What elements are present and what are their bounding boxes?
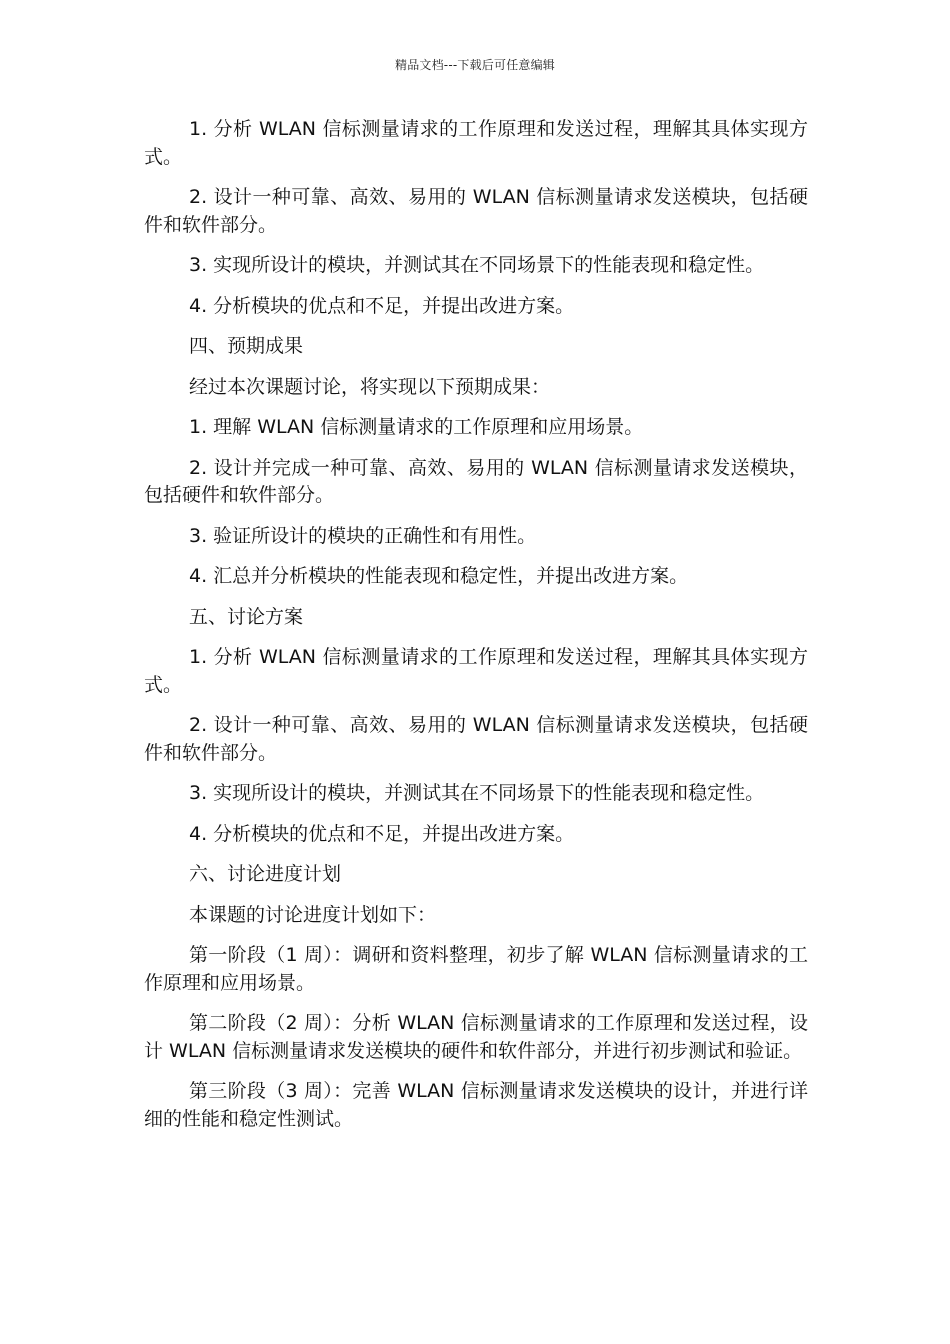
paragraph-phase-1: 第一阶段（1 周）：调研和资料整理，初步了解 WLAN 信标测量请求的工作原理和应用场景。 (144, 944, 808, 994)
section-heading-discussion-plan: 五、讨论方案 (189, 605, 304, 628)
section-heading-schedule: 六、讨论进度计划 (189, 863, 342, 885)
document-body (144, 116, 808, 1146)
paragraph-plan-1: 1. 分析 WLAN 信标测量请求的工作原理和发送过程，理解其具体实现方式。 (144, 646, 808, 696)
paragraph-result-3: 3. 验证所设计的模块的正确性和有用性。 (189, 524, 537, 547)
paragraph-results-intro: 经过本次课题讨论，将实现以下预期成果： (189, 375, 551, 398)
paragraph-plan-3: 3. 实现所设计的模块，并测试其在不同场景下的性能表现和稳定性。 (189, 782, 765, 804)
paragraph-goal-3: 3. 实现所设计的模块，并测试其在不同场景下的性能表现和稳定性。 (189, 254, 765, 276)
paragraph-goal-1: 1. 分析 WLAN 信标测量请求的工作原理和发送过程，理解其具体实现方式。 (144, 118, 808, 168)
page-header: 精品文档---下载后可任意编辑 (395, 58, 555, 72)
paragraph-schedule-intro: 本课题的讨论进度计划如下： (189, 903, 437, 926)
paragraph-goal-2: 2. 设计一种可靠、高效、易用的 WLAN 信标测量请求发送模块，包括硬件和软件部分。 (144, 186, 808, 236)
section-heading-expected-results: 四、预期成果 (189, 335, 304, 357)
paragraph-phase-2: 第二阶段（2 周）：分析 WLAN 信标测量请求的工作原理和发送过程，设计 WLAN 信标测量请求发送模块的硬件和软件部分，并进行初步测试和验证。 (144, 1012, 808, 1062)
paragraph-phase-3: 第三阶段（3 周）：完善 WLAN 信标测量请求发送模块的设计，并进行详细的性能和稳定性测试。 (144, 1080, 808, 1130)
paragraph-goal-4: 4. 分析模块的优点和不足，并提出改进方案。 (189, 294, 575, 317)
paragraph-result-2: 2. 设计并完成一种可靠、高效、易用的 WLAN 信标测量请求发送模块，包括硬件和软件部分。 (144, 456, 808, 506)
paragraph-plan-2: 2. 设计一种可靠、高效、易用的 WLAN 信标测量请求发送模块，包括硬件和软件部分。 (144, 714, 808, 764)
paragraph-result-1: 1. 理解 WLAN 信标测量请求的工作原理和应用场景。 (189, 416, 644, 438)
paragraph-plan-4: 4. 分析模块的优点和不足，并提出改进方案。 (189, 822, 575, 845)
paragraph-result-4: 4. 汇总并分析模块的性能表现和稳定性，并提出改进方案。 (189, 565, 689, 587)
